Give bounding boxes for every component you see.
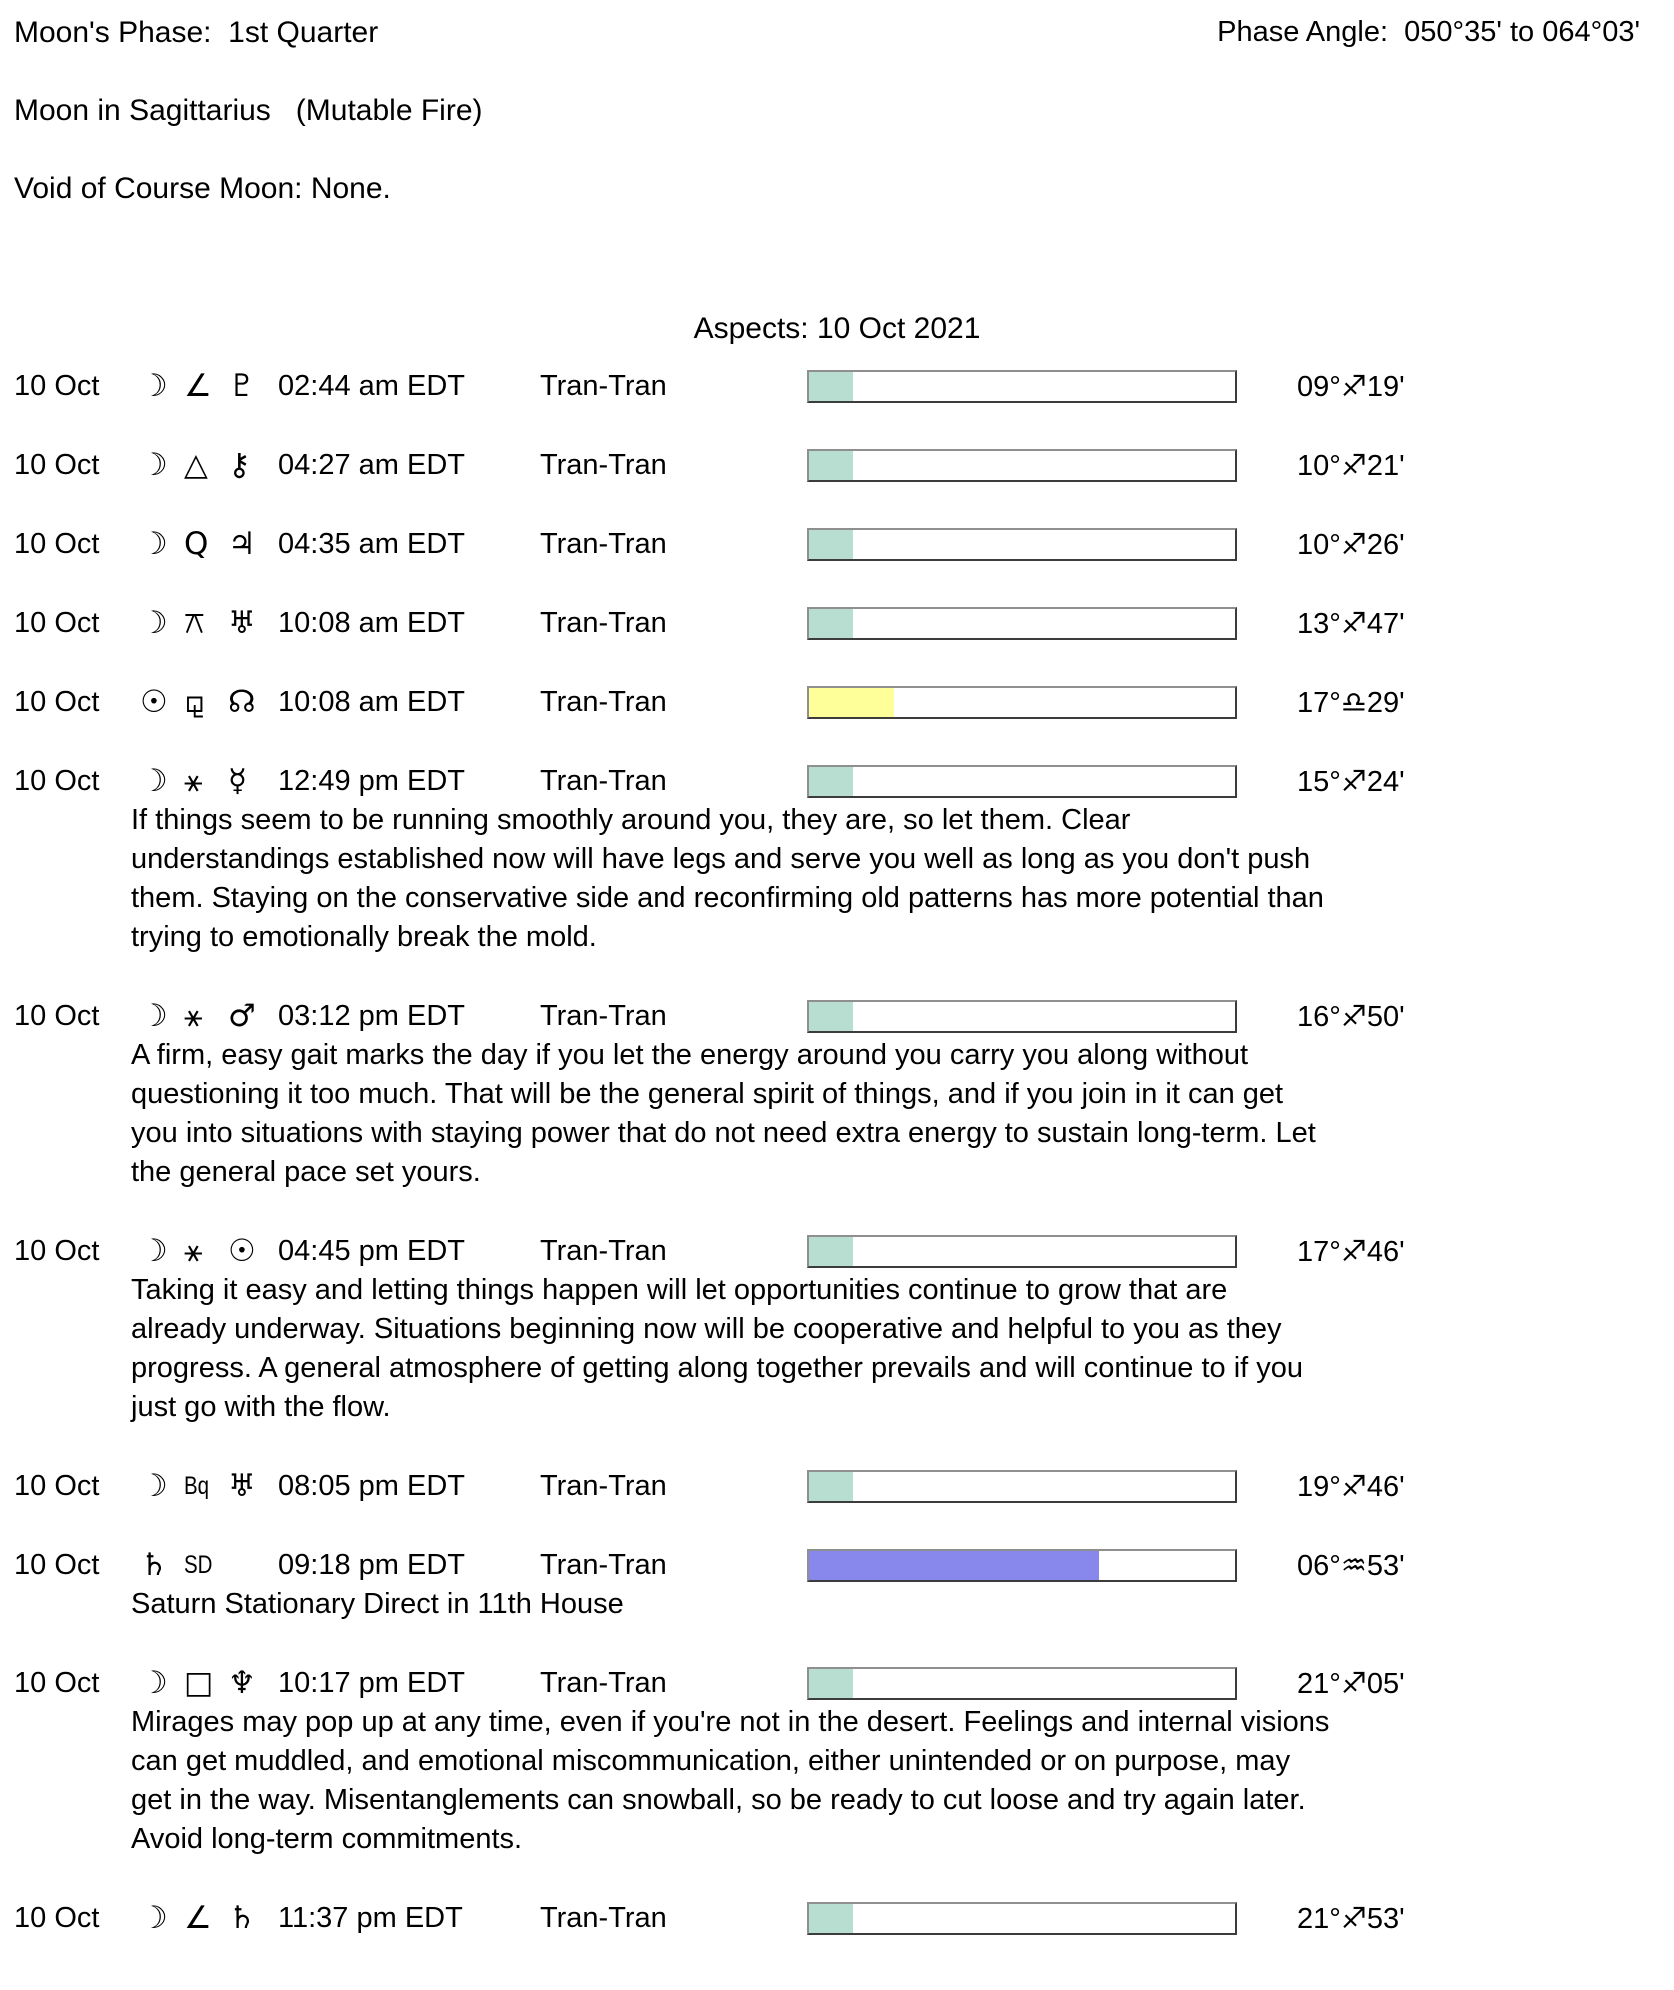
uranus-icon: ♅ (228, 605, 256, 641)
quincunx-icon: ⚻ (184, 605, 205, 641)
biquintile-symbol: Bq (184, 1472, 210, 1500)
jupiter-icon: ♃ (228, 526, 256, 562)
aspect-date: 10 Oct (14, 1549, 100, 1581)
orb-progress-fill (809, 1669, 853, 1698)
saturn-icon: ♄ (228, 1900, 256, 1936)
orb-progress-bar (807, 1667, 1237, 1700)
aspect-group (0, 742, 1674, 957)
aspect-type: Tran-Tran (540, 449, 667, 481)
aspect-type: Tran-Tran (540, 686, 667, 718)
pluto-icon: ♇ (228, 368, 256, 404)
moon-phase-text: Moon's Phase: 1st Quarter (14, 16, 379, 49)
orb-progress-fill (809, 1904, 853, 1933)
aspect-position: 15°♐24' (1297, 766, 1405, 798)
aspect-date: 10 Oct (14, 686, 100, 718)
aspect-description-line: progress. A general atmosphere of getting along together prevails and will continue to if you (131, 1352, 1304, 1384)
aspect-description-line: A firm, easy gait marks the day if you let the energy around you carry you along without (131, 1039, 1249, 1071)
moon-icon: ☽ (140, 1665, 168, 1701)
aspect-time: 02:44 am EDT (278, 370, 465, 402)
aspect-symbols (140, 1547, 278, 1583)
aspect-symbols (140, 605, 278, 641)
aspect-time: 04:35 am EDT (278, 528, 465, 560)
orb-progress-fill (809, 530, 853, 559)
aspect-position: 21°♐53' (1297, 1903, 1405, 1935)
moon-icon: ☽ (140, 447, 168, 483)
aspect-type: Tran-Tran (540, 1470, 667, 1502)
aspect-symbols (140, 1468, 278, 1504)
aspect-time: 12:49 pm EDT (278, 765, 465, 797)
orb-progress-bar (807, 686, 1237, 719)
aspect-date: 10 Oct (14, 607, 100, 639)
moon-sign-text: Moon in Sagittarius (Mutable Fire) (14, 94, 483, 127)
aspect-group (0, 1212, 1674, 1427)
aspect-group (0, 977, 1674, 1192)
aspect-description (131, 801, 1674, 957)
orb-progress-bar (807, 1470, 1237, 1503)
aspect-date: 10 Oct (14, 1902, 100, 1934)
aspect-position: 09°♐19' (1297, 371, 1405, 403)
aspect-time: 10:08 am EDT (278, 686, 465, 718)
orb-progress-bar (807, 528, 1237, 561)
aspect-position: 06°♒53' (1297, 1550, 1405, 1582)
neptune-icon: ♆ (228, 1665, 256, 1701)
aspect-position: 16°♐50' (1297, 1001, 1405, 1033)
sextile-icon: ⚹ (184, 763, 203, 799)
aspect-type: Tran-Tran (540, 1667, 667, 1699)
aspect-description-line: Avoid long-term commitments. (131, 1823, 523, 1855)
aspect-description-line: Mirages may pop up at any time, even if you're not in the desert. Feelings and internal visions (131, 1706, 1330, 1738)
chiron-icon: ⚷ (228, 447, 251, 483)
aspect-group (0, 1526, 1674, 1624)
aspect-symbols (140, 1665, 278, 1701)
aspect-description-line: just go with the flow. (131, 1391, 391, 1423)
orb-progress-bar (807, 1000, 1237, 1033)
aspect-description-line: can get muddled, and emotional miscommunication, either unintended or on purpose, may (131, 1745, 1291, 1777)
aspect-time: 04:45 pm EDT (278, 1235, 465, 1267)
mercury-icon: ☿ (228, 763, 248, 799)
aspect-group (0, 663, 1674, 742)
orb-progress-bar (807, 607, 1237, 640)
moon-icon: ☽ (140, 763, 168, 799)
moon-icon: ☽ (140, 998, 168, 1034)
semi-square-icon: ∠ (184, 1900, 212, 1936)
orb-progress-fill (809, 1002, 853, 1031)
aspect-row (0, 505, 1674, 584)
aspect-symbols (140, 1900, 278, 1936)
aspect-group (0, 584, 1674, 663)
aspect-symbols (140, 526, 278, 562)
aspect-description-line: get in the way. Misentanglements can snowball, so be ready to cut loose and try again later. (131, 1784, 1306, 1816)
moon-icon: ☽ (140, 1233, 168, 1269)
orb-progress-fill (809, 372, 853, 401)
aspect-position: 13°♐47' (1297, 608, 1405, 640)
moon-icon: ☽ (140, 1900, 168, 1936)
aspect-time: 08:05 pm EDT (278, 1470, 465, 1502)
aspect-type: Tran-Tran (540, 370, 667, 402)
aspect-time: 09:18 pm EDT (278, 1549, 465, 1581)
orb-progress-fill (809, 688, 894, 717)
orb-progress-fill (809, 451, 853, 480)
aspect-description-line: If things seem to be running smoothly around you, they are, so let them. Clear (131, 804, 1131, 836)
saturn-icon: ♄ (140, 1547, 168, 1583)
aspect-date: 10 Oct (14, 1235, 100, 1267)
aspect-row (0, 426, 1674, 505)
aspect-position: 19°♐46' (1297, 1471, 1405, 1503)
aspect-time: 04:27 am EDT (278, 449, 465, 481)
aspect-type: Tran-Tran (540, 1549, 667, 1581)
aspect-position: 10°♐26' (1297, 529, 1405, 561)
aspect-description-line: them. Staying on the conservative side and reconfirming old patterns has more potential than (131, 882, 1324, 914)
aspect-date: 10 Oct (14, 1000, 100, 1032)
aspect-description (131, 1703, 1674, 1859)
orb-progress-bar (807, 370, 1237, 403)
orb-progress-fill (809, 767, 853, 796)
aspect-position: 17°♎29' (1297, 687, 1405, 719)
orb-progress-fill (809, 609, 853, 638)
aspect-date: 10 Oct (14, 1470, 100, 1502)
aspect-description-line: questioning it too much. That will be the general spirit of things, and if you join in it can get (131, 1078, 1284, 1110)
aspect-row (0, 584, 1674, 663)
aspect-description-line: you into situations with staying power that do not need extra energy to sustain long-term. Let (131, 1117, 1316, 1149)
aspect-time: 11:37 pm EDT (278, 1902, 463, 1934)
aspect-row (0, 1447, 1674, 1526)
moon-icon: ☽ (140, 368, 168, 404)
aspect-group (0, 347, 1674, 426)
aspect-date: 10 Oct (14, 528, 100, 560)
aspect-description-line: the general pace set yours. (131, 1156, 481, 1188)
aspect-description-line: Taking it easy and letting things happen will let opportunities continue to grow that are (131, 1274, 1228, 1306)
aspect-note-line: Saturn Stationary Direct in 11th House (131, 1588, 624, 1620)
aspect-symbols (140, 1233, 278, 1269)
aspect-description-line: trying to emotionally break the mold. (131, 921, 597, 953)
aspect-group (0, 1644, 1674, 1859)
aspect-position: 21°♐05' (1297, 1668, 1405, 1700)
sextile-icon: ⚹ (184, 1233, 203, 1269)
aspect-group (0, 505, 1674, 584)
north-node-icon: ☊ (228, 684, 256, 720)
orb-progress-bar (807, 1549, 1237, 1582)
orb-progress-bar (807, 449, 1237, 482)
sun-icon: ☉ (140, 684, 168, 720)
aspect-symbols (140, 998, 278, 1034)
semi-square-icon: ∠ (184, 368, 212, 404)
aspect-position: 10°♐21' (1297, 450, 1405, 482)
aspect-group (0, 1447, 1674, 1526)
orb-progress-fill (809, 1551, 1099, 1580)
aspect-symbols (140, 763, 278, 799)
orb-progress-bar (807, 1902, 1237, 1935)
aspect-note (131, 1585, 1674, 1624)
moon-icon: ☽ (140, 1468, 168, 1504)
moon-icon: ☽ (140, 526, 168, 562)
aspect-description-line: already underway. Situations beginning now will be cooperative and helpful to you as they (131, 1313, 1282, 1345)
sun-icon: ☉ (228, 1233, 256, 1269)
aspect-description (131, 1036, 1674, 1192)
aspect-type: Tran-Tran (540, 1235, 667, 1267)
aspect-time: 10:17 pm EDT (278, 1667, 465, 1699)
aspect-group (0, 426, 1674, 505)
mars-icon: ♂ (228, 998, 256, 1034)
aspect-row (0, 1879, 1674, 1958)
aspect-row (0, 663, 1674, 742)
orb-progress-bar (807, 765, 1237, 798)
uranus-icon: ♅ (228, 1468, 256, 1504)
phase-angle-text: Phase Angle: 050°35' to 064°03' (1217, 16, 1640, 48)
aspect-date: 10 Oct (14, 765, 100, 797)
sesquiquadrate-icon: ⚼ (184, 684, 206, 720)
report-header (0, 14, 1674, 207)
aspect-date: 10 Oct (14, 1667, 100, 1699)
void-of-course-text: Void of Course Moon: None. (14, 172, 391, 205)
aspect-time: 03:12 pm EDT (278, 1000, 465, 1032)
quintile-symbol: Q (184, 526, 209, 562)
aspect-symbols (140, 447, 278, 483)
orb-progress-fill (809, 1472, 853, 1501)
square-icon: □ (184, 1665, 214, 1701)
aspect-type: Tran-Tran (540, 1902, 667, 1934)
aspect-description-line: understandings established now will have legs and serve you well as long as you don't push (131, 843, 1311, 875)
aspect-position: 17°♐46' (1297, 1236, 1405, 1268)
aspect-symbols (140, 684, 278, 720)
sextile-icon: ⚹ (184, 998, 203, 1034)
aspect-type: Tran-Tran (540, 528, 667, 560)
aspect-row (0, 347, 1674, 426)
orb-progress-fill (809, 1237, 853, 1266)
aspects-list (0, 347, 1674, 1958)
moon-icon: ☽ (140, 605, 168, 641)
aspect-time: 10:08 am EDT (278, 607, 465, 639)
trine-icon: △ (184, 447, 208, 483)
aspect-type: Tran-Tran (540, 1000, 667, 1032)
orb-progress-bar (807, 1235, 1237, 1268)
aspect-type: Tran-Tran (540, 765, 667, 797)
aspect-date: 10 Oct (14, 370, 100, 402)
aspect-date: 10 Oct (14, 449, 100, 481)
stationary-direct-symbol: SD (184, 1551, 213, 1579)
aspect-group (0, 1879, 1674, 1958)
aspect-description (131, 1271, 1674, 1427)
aspects-title: Aspects: 10 Oct 2021 (693, 312, 981, 345)
aspect-symbols (140, 368, 278, 404)
aspect-type: Tran-Tran (540, 607, 667, 639)
